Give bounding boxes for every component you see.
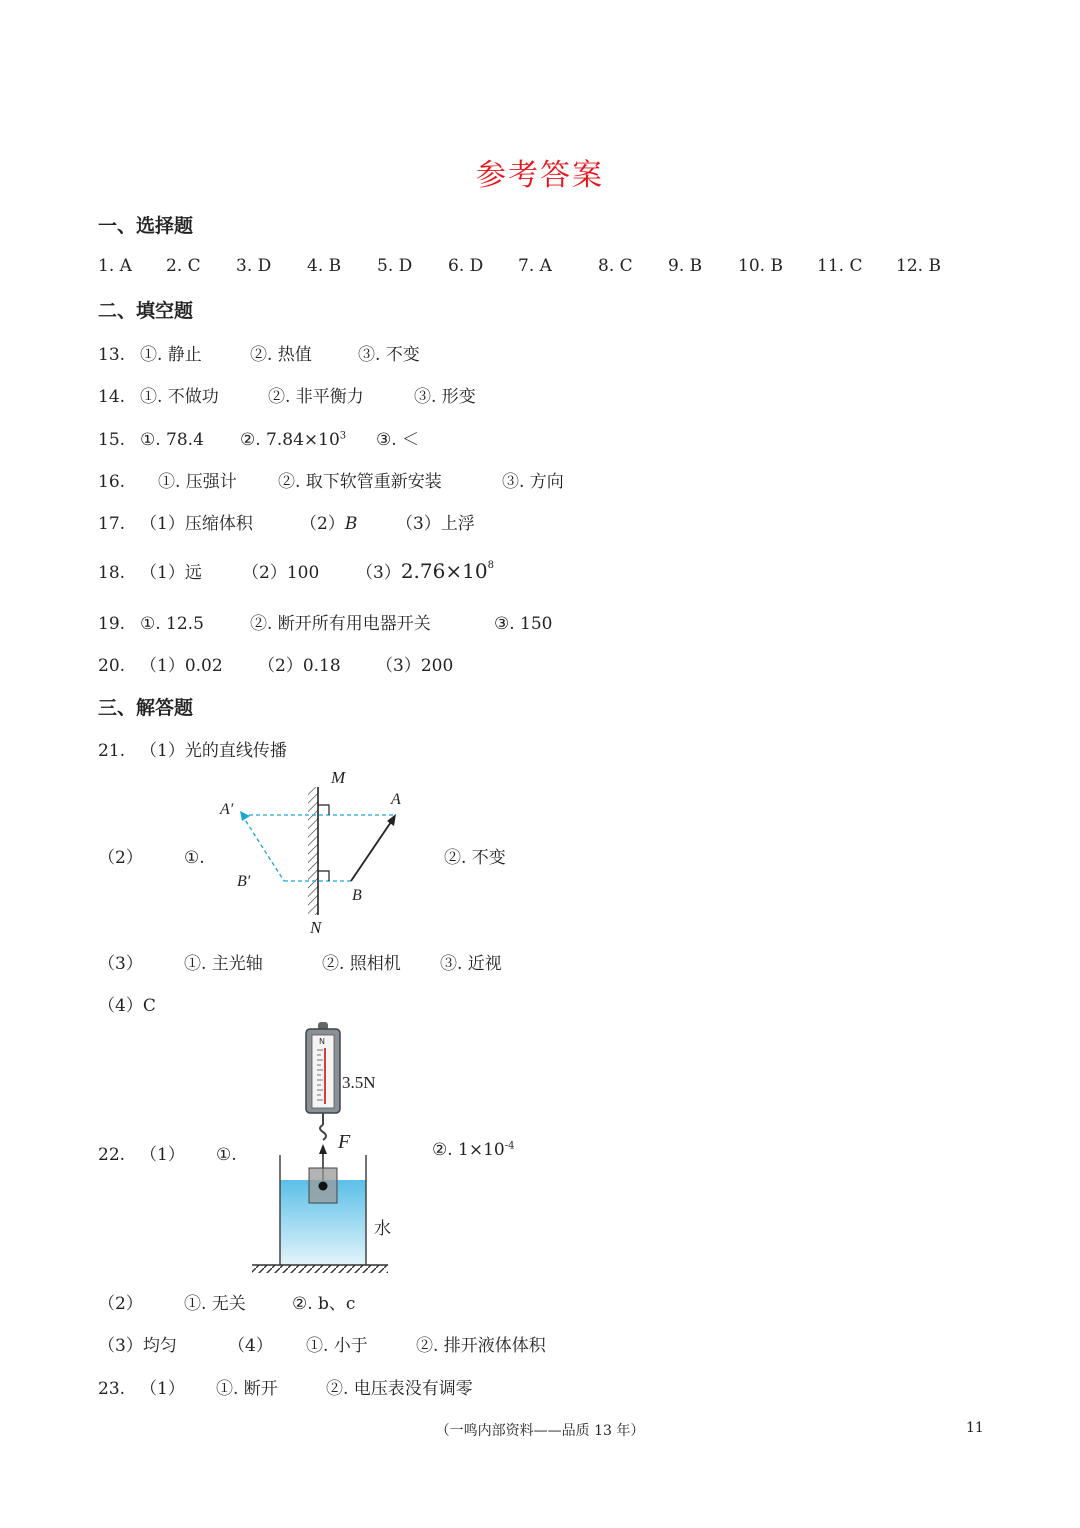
- answer-part: ①. 无关: [184, 1294, 246, 1314]
- virtual-arrowhead: [240, 811, 250, 821]
- answer-part: （3）: [356, 563, 401, 583]
- answer-21-2b: ②. 不变: [444, 848, 506, 868]
- answer-23-1: [98, 1374, 473, 1399]
- question-number: 19.: [98, 614, 126, 634]
- answer-part: ③. 不变: [358, 345, 420, 365]
- scale-reading: 3.5N: [342, 1073, 376, 1092]
- question-number: 15.: [98, 430, 126, 450]
- answer-part: （1）远: [140, 563, 202, 583]
- answer-part: （4）: [228, 1336, 273, 1356]
- question-number: 17.: [98, 514, 126, 534]
- question-number: 22.: [98, 1145, 126, 1165]
- exponent: 8: [487, 560, 494, 571]
- object-AB: [351, 819, 393, 881]
- mc-answer: 10. B: [738, 256, 783, 276]
- section-heading-solve: 三、解答题: [98, 697, 194, 719]
- answer-part: ①. 断开: [216, 1379, 278, 1399]
- mc-answer: 9. B: [668, 256, 703, 276]
- label-B: B: [352, 887, 362, 904]
- mc-answer: 5. D: [377, 256, 413, 276]
- answer-21-1: [98, 736, 287, 761]
- virtual-image: [242, 815, 284, 881]
- answer-part: （1）0.02: [140, 656, 223, 676]
- answer-18: [98, 558, 494, 583]
- answer-22-1: [98, 1140, 237, 1165]
- mirror-diagram: [210, 765, 430, 940]
- answer-21-3: [98, 949, 502, 974]
- answer-part: ①. 小于: [306, 1336, 368, 1356]
- answer-part: ③. 近视: [440, 954, 502, 974]
- right-angle-mark: [318, 871, 329, 881]
- section-heading-choice: 一、选择题: [98, 215, 194, 237]
- answer-part: ③. 方向: [502, 472, 564, 492]
- answer-part: ①. 压强计: [158, 472, 237, 492]
- water-label: 水: [374, 1219, 391, 1239]
- answer-16: [98, 467, 564, 492]
- right-angle-mark: [318, 805, 329, 815]
- center-of-mass: [319, 1182, 328, 1191]
- answer-part: ①.: [184, 848, 205, 868]
- answer-part: ③. 形变: [414, 387, 476, 407]
- label-A: A: [391, 791, 401, 808]
- answer-part: ②. 断开所有用电器开关: [250, 614, 431, 634]
- page-number: 11: [966, 1420, 984, 1436]
- label-B-prime: B′: [237, 873, 251, 890]
- answer-part: （2）: [98, 1294, 143, 1314]
- answer-part: ①.: [216, 1145, 237, 1165]
- answer-part: ①. 静止: [140, 345, 202, 365]
- answer-part: （3）200: [376, 656, 454, 676]
- ground-hatching: [252, 1265, 388, 1273]
- answer-21-2: [98, 843, 205, 868]
- question-number: 23.: [98, 1379, 126, 1399]
- answer-22-1b: [432, 1140, 515, 1160]
- page-title: 参考答案: [476, 158, 604, 193]
- answer-part: ②. 电压表没有调零: [326, 1379, 473, 1399]
- answer-part: ②. b、c: [292, 1294, 356, 1314]
- mc-answer: 4. B: [307, 256, 342, 276]
- answer-part: ①. 不做功: [140, 387, 219, 407]
- exponent: -4: [504, 1140, 515, 1152]
- answer-part: （3）均匀: [98, 1336, 177, 1356]
- answer-14: [98, 382, 476, 407]
- answer-13: [98, 340, 420, 365]
- force-arrowhead: [319, 1144, 327, 1154]
- question-number: 13.: [98, 345, 126, 365]
- scale-hook: [320, 1125, 326, 1140]
- mc-answer: 2. C: [166, 256, 201, 276]
- answer-part: （3）: [98, 954, 143, 974]
- answer-part: ②. 7.84×10: [240, 430, 340, 450]
- answer-part: ②. 1×10: [432, 1140, 505, 1160]
- answer-part: 2.76×10: [400, 559, 488, 583]
- question-number: 14.: [98, 387, 126, 407]
- exponent: 3: [339, 430, 347, 442]
- mc-answer: 12. B: [896, 256, 941, 276]
- question-number: 21.: [98, 741, 126, 761]
- answer-part: ②. 热值: [250, 345, 312, 365]
- answer-part: （1）: [140, 1145, 185, 1165]
- question-number: 18.: [98, 563, 126, 583]
- answer-part: ①. 12.5: [140, 614, 204, 634]
- answer-part: B: [344, 514, 358, 534]
- object-arrowhead: [387, 814, 396, 826]
- answer-21-4: （4）C: [98, 996, 156, 1016]
- answer-part: ①. 78.4: [140, 430, 204, 450]
- mc-answer: 11. C: [817, 256, 863, 276]
- force-label: F: [338, 1131, 351, 1153]
- answer-part: ②. 非平衡力: [268, 387, 364, 407]
- answer-part: （1）光的直线传播: [140, 741, 287, 761]
- label-M: M: [331, 768, 346, 787]
- spring-scale-diagram: [248, 1020, 398, 1280]
- label-N: N: [310, 918, 322, 937]
- answer-part: ①. 主光轴: [184, 954, 263, 974]
- answer-part: （2）0.18: [258, 656, 341, 676]
- mirror-hatching: [308, 787, 318, 915]
- answer-part: （3）上浮: [396, 514, 475, 534]
- scale-unit: N: [319, 1037, 325, 1046]
- answer-22-3: [98, 1331, 546, 1356]
- answer-part: （2）100: [242, 563, 320, 583]
- answer-part: ③. ＜: [376, 430, 420, 450]
- answer-part: ③. 150: [494, 614, 553, 634]
- answer-part: （2）: [98, 848, 143, 868]
- mc-answer: 6. D: [448, 256, 484, 276]
- footer-note: （一鸣内部资料——品质 13 年）: [435, 1423, 645, 1439]
- answer-part: （1）压缩体积: [140, 514, 253, 534]
- answer-part: ②. 排开液体体积: [416, 1336, 546, 1356]
- question-number: 16.: [98, 472, 126, 492]
- answer-20: [98, 651, 453, 676]
- answer-19: [98, 609, 553, 634]
- answer-part: （2）: [300, 514, 345, 534]
- answer-15: [98, 425, 419, 450]
- answer-22-2: [98, 1289, 355, 1314]
- mc-answer: 1. A: [98, 256, 132, 276]
- label-A-prime: A′: [220, 801, 234, 818]
- mc-answer: 8. C: [598, 256, 633, 276]
- mc-answer: 3. D: [236, 256, 272, 276]
- section-heading-fill: 二、填空题: [98, 300, 194, 322]
- answer-17: [98, 509, 475, 534]
- answer-part: ②. 取下软管重新安装: [278, 472, 442, 492]
- answer-part: ②. 照相机: [322, 954, 401, 974]
- answer-part: （1）: [140, 1379, 185, 1399]
- question-number: 20.: [98, 656, 126, 676]
- mc-answer: 7. A: [518, 256, 552, 276]
